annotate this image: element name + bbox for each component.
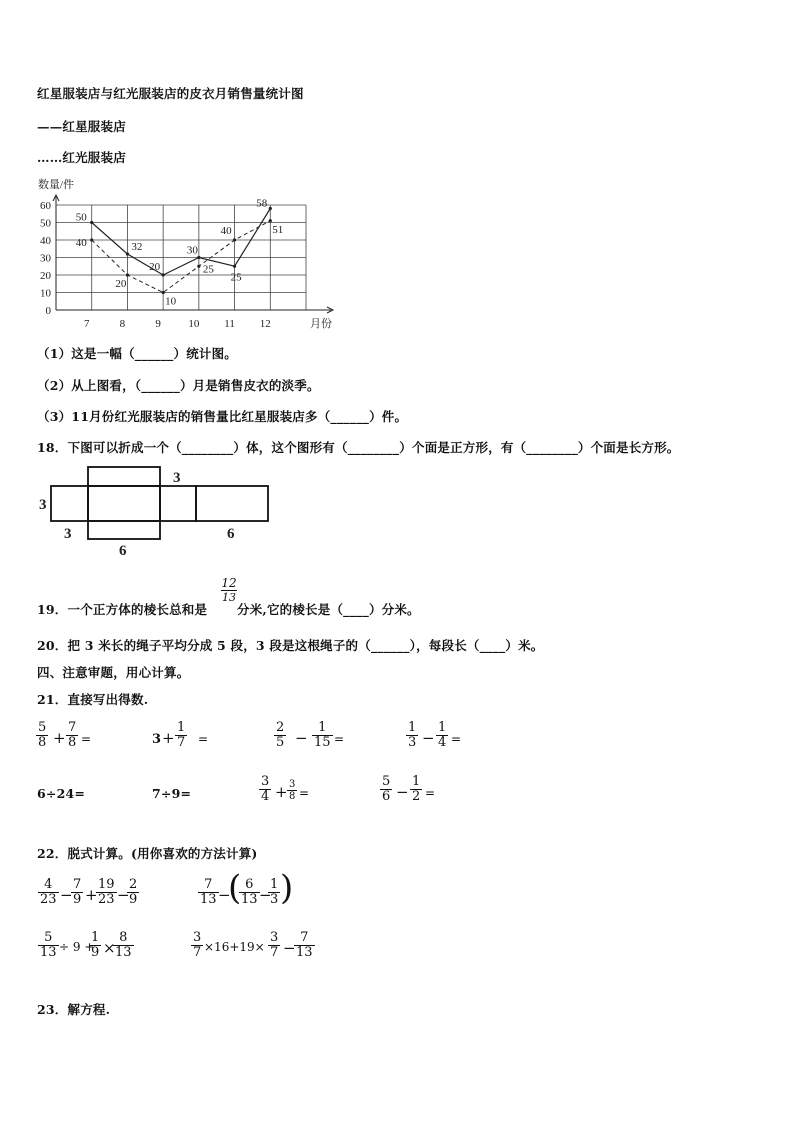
legend-dashed: ……红光服装店 xyxy=(37,150,126,165)
y-tick-label: 60 xyxy=(40,200,51,212)
num: 4 xyxy=(44,877,53,892)
x-tick-label: 9 xyxy=(155,318,161,330)
operator: − xyxy=(396,783,409,801)
data-point xyxy=(233,265,236,268)
num: 1 xyxy=(412,774,421,789)
q19-prefix: 19．一个正方体的棱长总和是 xyxy=(37,602,208,617)
operator: − xyxy=(422,729,435,747)
legend-solid: ——红星服装店 xyxy=(37,119,126,134)
data-label: 40 xyxy=(220,225,232,237)
den: 13 xyxy=(200,892,217,907)
section4-title: 四、注意审题，用心计算。 xyxy=(37,665,190,680)
operator: ×16+19× xyxy=(204,940,265,954)
den: 4 xyxy=(438,735,447,750)
den: 4 xyxy=(261,789,270,804)
x-tick-label: 11 xyxy=(224,318,235,330)
label-bottom-3: 3 xyxy=(64,526,72,542)
equals: = xyxy=(198,732,209,746)
net-face-left xyxy=(51,486,88,521)
den: 13 xyxy=(241,892,258,907)
operator: + xyxy=(162,729,175,747)
data-point xyxy=(90,221,93,224)
q19-den: 13 xyxy=(222,591,236,604)
q21-expr-6: 7÷9= xyxy=(152,786,192,801)
den: 23 xyxy=(98,892,115,907)
operator: + xyxy=(85,886,98,904)
net-face-back xyxy=(196,486,268,521)
y-tick-label: 10 xyxy=(40,287,51,300)
x-axis-label: 月份 xyxy=(310,318,332,330)
data-point xyxy=(162,291,165,294)
net-face-front xyxy=(88,486,160,521)
num: 3 xyxy=(289,779,296,790)
num: 7 xyxy=(73,877,82,892)
operator: − xyxy=(117,886,130,904)
operator: − xyxy=(259,886,272,904)
label-left-3: 3 xyxy=(39,497,47,513)
q22-title: 22．脱式计算。(用你喜欢的方法计算) xyxy=(37,846,258,861)
q17-sub1: （1）这是一幅（______）统计图。 xyxy=(37,346,237,361)
data-label: 30 xyxy=(186,244,198,257)
den: 8 xyxy=(68,735,77,750)
q19-suffix: 分米,它的棱长是（____）分米。 xyxy=(237,602,420,617)
num: 1 xyxy=(408,720,417,735)
left-paren: ( xyxy=(228,868,242,908)
num: 7 xyxy=(204,877,213,892)
q21-expr-5: 6÷24= xyxy=(37,786,86,801)
data-label: 20 xyxy=(149,261,161,273)
data-point xyxy=(269,219,272,222)
y-axis-label: 数量/件 xyxy=(38,179,75,191)
data-point xyxy=(90,238,93,241)
equals: = xyxy=(425,786,436,800)
num: 1 xyxy=(177,720,186,735)
data-label: 40 xyxy=(75,237,87,249)
data-point xyxy=(126,273,129,276)
den: 5 xyxy=(276,735,285,750)
den: 2 xyxy=(412,789,421,804)
num: 7 xyxy=(300,930,309,945)
num: 3 xyxy=(193,930,202,945)
net-face-top xyxy=(88,467,160,486)
den: 9 xyxy=(91,945,100,960)
data-label: 51 xyxy=(272,223,284,236)
den: 8 xyxy=(38,735,47,750)
label-right-6: 6 xyxy=(227,526,235,542)
label-bottom-6: 6 xyxy=(119,543,127,559)
y-tick-label: 0 xyxy=(45,305,51,317)
y-tick-label: 40 xyxy=(40,235,51,247)
num: 1 xyxy=(91,930,100,945)
q20-text: 20．把 3 米长的绳子平均分成 5 段，3 段是这根绳子的（______），每段长（____）米。 xyxy=(37,638,544,653)
num: 19 xyxy=(98,877,115,892)
cuboid-net-diagram xyxy=(35,462,275,562)
data-point xyxy=(126,252,129,255)
whole: 3 xyxy=(152,732,162,747)
equals: = xyxy=(81,732,92,746)
equals: = xyxy=(299,786,310,800)
equals: = xyxy=(451,732,462,746)
operator: + xyxy=(275,783,288,801)
den: 6 xyxy=(382,789,391,804)
num: 8 xyxy=(119,930,128,945)
line-chart xyxy=(30,172,350,332)
num: 7 xyxy=(68,720,77,735)
den: 9 xyxy=(129,892,138,907)
q19-fraction xyxy=(221,576,237,604)
x-tick-label: 7 xyxy=(83,318,90,330)
num: 5 xyxy=(382,774,391,789)
series-line-solid xyxy=(92,209,271,276)
data-point xyxy=(162,273,165,276)
den: 13 xyxy=(40,945,57,960)
num: 3 xyxy=(270,930,279,945)
operator: − xyxy=(60,886,73,904)
q23-title: 23．解方程. xyxy=(37,1002,111,1017)
den: 3 xyxy=(270,892,279,907)
num: 1 xyxy=(270,877,279,892)
num: 5 xyxy=(38,720,47,735)
right-paren: ) xyxy=(280,868,294,908)
num: 6 xyxy=(245,877,254,892)
data-point xyxy=(233,238,236,241)
x-tick-label: 8 xyxy=(119,318,126,330)
data-label: 25 xyxy=(230,271,242,284)
num: 1 xyxy=(438,720,447,735)
y-tick-label: 20 xyxy=(40,270,51,282)
den: 13 xyxy=(296,945,313,960)
chart-title: 红星服装店与红光服装店的皮衣月销售量统计图 xyxy=(37,86,304,101)
den: 7 xyxy=(177,735,186,750)
q19-num: 12 xyxy=(221,576,237,590)
q17-sub3: （3）11月份红光服装店的销售量比红星服装店多（______）件。 xyxy=(37,409,408,424)
operator: − xyxy=(295,729,308,747)
operator: − xyxy=(283,939,296,957)
operator: + xyxy=(53,729,66,747)
data-label: 20 xyxy=(115,278,127,290)
num: 2 xyxy=(129,877,138,892)
data-label: 25 xyxy=(202,263,214,276)
x-tick-label: 12 xyxy=(259,318,271,330)
den: 7 xyxy=(193,945,202,960)
data-label: 58 xyxy=(256,197,268,210)
x-tick-label: 10 xyxy=(188,318,200,330)
q21-title: 21．直接写出得数. xyxy=(37,692,149,707)
equals: = xyxy=(334,732,345,746)
den: 3 xyxy=(408,735,417,750)
den: 23 xyxy=(40,892,57,907)
net-face-bottom xyxy=(88,521,160,539)
data-label: 50 xyxy=(75,211,87,224)
q18-text: 18．下图可以折成一个（________）体，这个图形有（________）个面是正方形，有（________）个面是长方形。 xyxy=(37,440,680,455)
data-label: 32 xyxy=(131,241,143,253)
operator: ÷ 9 + xyxy=(59,940,95,954)
data-label: 10 xyxy=(165,295,177,308)
q17-sub2: （2）从上图看，（______）月是销售皮衣的淡季。 xyxy=(37,378,320,393)
data-point xyxy=(197,265,200,268)
num: 2 xyxy=(276,720,285,735)
den: 15 xyxy=(314,735,331,750)
operator: × xyxy=(103,939,116,957)
data-point xyxy=(269,207,272,210)
num: 3 xyxy=(261,774,270,789)
num: 1 xyxy=(318,720,327,735)
num: 5 xyxy=(44,930,53,945)
den: 9 xyxy=(73,892,82,907)
den: 8 xyxy=(289,791,296,802)
net-face-right xyxy=(160,486,196,521)
operator: − xyxy=(218,886,231,904)
den: 7 xyxy=(270,945,279,960)
den: 13 xyxy=(115,945,132,960)
y-tick-label: 30 xyxy=(40,252,51,265)
label-top-3: 3 xyxy=(173,470,181,486)
y-tick-label: 50 xyxy=(40,217,51,230)
